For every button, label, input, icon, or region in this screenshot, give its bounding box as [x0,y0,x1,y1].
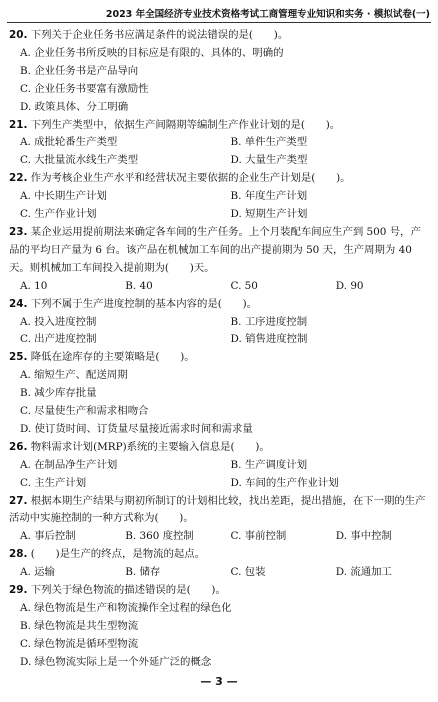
option-b: B. 单件生产类型 [230,136,308,149]
option-b: B. 工序进度控制 [230,315,308,328]
option-c: C. 事前控制 [230,530,287,543]
option-b: B. 年度生产计划 [230,190,308,203]
option-a: A. 绿色物流是生产和物流操作全过程的绿色化 [20,602,232,614]
option-a: A. 事后控制 [20,530,76,543]
option-c: C. 主生产计划 [20,476,87,489]
question-21 [9,117,430,171]
option-a: A. 在制品净生产计划 [20,458,118,471]
question-22 [9,170,430,224]
question-stem: 26. 物料需求计划(MRP)系统的主要输入信息是( )。 [9,440,270,453]
question-27 [9,493,430,547]
option-c: C. 50 [230,279,258,292]
option-b: B. 绿色物流是共生型物流 [20,619,139,632]
option-a: A. 企业任务书所反映的目标应是有限的、具体的、明确的 [20,46,284,59]
option-d: D. 事中控制 [335,530,392,543]
option-b: B. 储存 [125,566,161,579]
option-a: A. 成批轮番生产类型 [20,136,118,149]
option-a: A. 中长期生产计划 [20,190,107,203]
question-stem: 20. 下列关于企业任务书应满足条件的说法错误的是( )。 [9,29,289,41]
option-d: D. 使订货时间、订货量尽量接近需求时间和需求量 [20,422,253,435]
question-stem: 28. ( )是生产的终点，是物流的起点。 [9,548,206,561]
option-c: C. 绿色物流是循环型物流 [20,637,139,650]
option-d: D. 绿色物流实际上是一个外延广泛的概念 [20,655,212,668]
option-d: D. 大量生产类型 [230,154,308,167]
question-stem: 23. 某企业运用提前期法来确定各车间的生产任务。上个月装配车间应生产到 500 号，产品的平均日产量为 6 台。该产品在机械加工车间的出产提前期为 50 天，生产周期为 40 天。则机械加工车间投入提前期为( )天。 [9,225,421,274]
option-b: B. 企业任务书是产品导向 [20,64,139,77]
option-c: C. 大批量流水线生产类型 [20,154,139,167]
option-c: C. 企业任务书要富有激励性 [20,82,149,95]
option-b: B. 40 [125,279,153,292]
question-25 [9,349,430,439]
option-d: D. 90 [335,279,364,292]
question-list [9,27,430,672]
question-stem: 24. 下列不属于生产进度控制的基本内容的是( )。 [9,297,258,310]
option-d: D. 销售进度控制 [230,333,308,346]
question-stem: 22. 作为考核企业生产水平和经营状况主要依据的企业生产计划是( )。 [9,172,351,185]
option-a: A. 运输 [20,566,55,579]
option-d: D. 政策具体、分工明确 [20,100,129,113]
page-header: 2023 年全国经济专业技术资格考试工商管理专业知识和实务 · 模拟试卷(一) [105,9,430,20]
question-stem: 27. 根据本期生产结果与期初所制订的计划相比较，找出差距，提出措施，在下一期的生产活动中实施控制的一种方式称为( )。 [9,494,426,525]
question-stem: 25. 降低在途库存的主要策略是( )。 [9,351,195,364]
option-d: D. 车间的生产作业计划 [230,476,339,489]
page-number: — 3 — [200,675,238,688]
option-b: B. 减少库存批量 [20,387,97,400]
question-23 [9,224,430,296]
option-a: A. 缩短生产、配送周期 [20,369,128,382]
option-a: A. 10 [20,279,48,292]
question-29 [9,582,430,672]
option-a: A. 投入进度控制 [20,315,97,328]
question-20 [9,27,430,117]
option-c: C. 出产进度控制 [20,333,97,346]
question-stem: 21. 下列生产类型中，依据生产间隔期等编制生产作业计划的是( )。 [9,118,341,131]
option-c: C. 包装 [230,566,266,579]
option-d: D. 短期生产计划 [230,208,308,221]
option-b: B. 360 度控制 [125,530,194,543]
question-stem: 29. 下列关于绿色物流的描述错误的是( )。 [9,584,226,597]
question-26 [9,439,430,493]
option-c: C. 生产作业计划 [20,208,97,221]
question-28 [9,546,430,582]
question-24 [9,296,430,350]
option-c: C. 尽量使生产和需求相吻合 [20,405,149,418]
option-d: D. 流通加工 [335,566,392,579]
option-b: B. 生产调度计划 [230,458,308,471]
header-rule [7,22,431,23]
